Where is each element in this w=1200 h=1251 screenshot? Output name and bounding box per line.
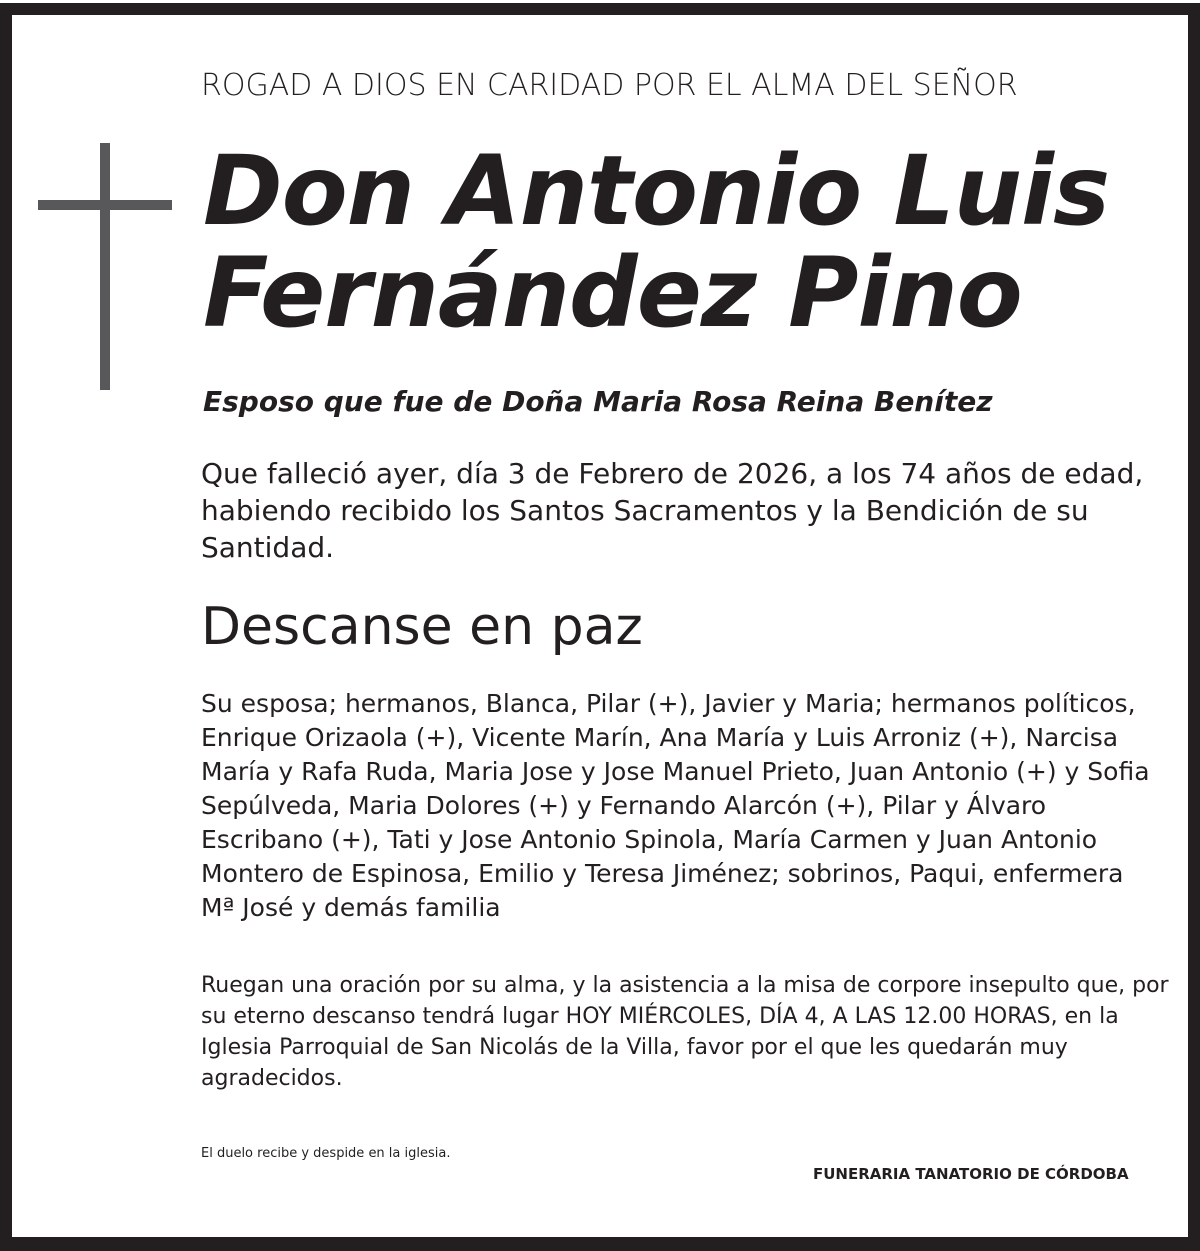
spouse-line: Esposo que fue de Doña Maria Rosa Reina Benítez: [203, 385, 993, 418]
family-list: Su esposa; hermanos, Blanca, Pilar (+), Javier y Maria; hermanos políticos, Enrique Orizaola (+), Vicente Marín, Ana María y Luis Arroniz (+), Narcisa María y Rafa Ruda, Maria Jose y Jose Manuel Prieto, Juan Antonio (+) y Sofia Sepúlveda, Maria Dolores (+) y Fernando Alarcón (+), Pilar y Álvaro Escribano (+), Tati y Jose Antonio Spinola, María Carmen y Juan Antonio Montero de Espinosa, Emilio y Teresa Jiménez; sobrinos, Paqui, enfermera Mª José y demás familia: [201, 689, 1150, 922]
deceased-name-line-2: Fernández Pino: [203, 237, 1022, 349]
duelo-note: El duelo recibe y despide en la iglesia.: [201, 1146, 451, 1161]
rest-in-peace: Descanse en paz: [201, 597, 643, 657]
deceased-name: [203, 135, 1110, 349]
death-notice: Que falleció ayer, día 3 de Febrero de 2026, a los 74 años de edad, habiendo recibido los Santos Sacramentos y la Bendición de su Santidad.: [201, 457, 1144, 564]
cross-horizontal-bar: [38, 200, 172, 210]
invocation-header: ROGAD A DIOS EN CARIDAD POR EL ALMA DEL SEÑOR: [201, 68, 1018, 103]
funeral-home-name: FUNERARIA TANATORIO DE CÓRDOBA: [813, 1165, 1129, 1183]
deceased-name-line-1: Don Antonio Luis: [203, 135, 1110, 247]
mass-request: Ruegan una oración por su alma, y la asistencia a la misa de corpore insepulto que, por su eterno descanso tendrá lugar HOY MIÉRCOLES, DÍA 4, A LAS 12.00 HORAS, en la Iglesia Parroquial de San Nicolás de la Villa, favor por el que les quedarán muy agradecidos.: [201, 973, 1169, 1091]
cross-vertical-bar: [100, 143, 110, 390]
